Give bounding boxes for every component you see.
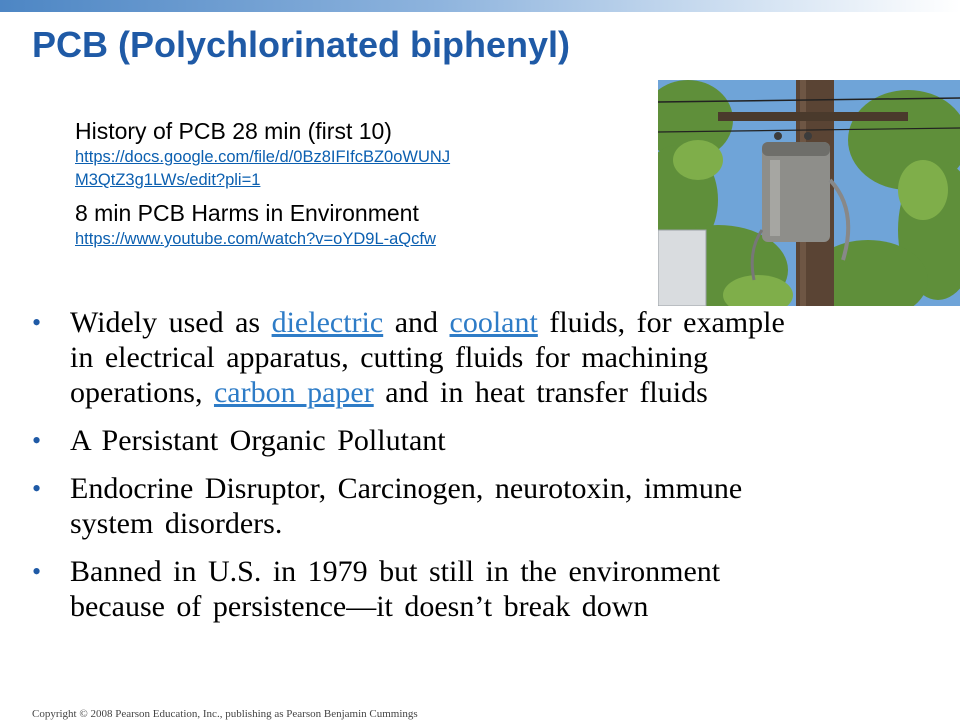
copyright-footer: Copyright © 2008 Pearson Education, Inc., publishing as Pearson Benjamin Cummings — [32, 708, 418, 720]
bullet-ban-line1: Banned in U.S. in 1979 but still in the environment — [70, 555, 721, 588]
bullet-uses-line1: Widely used as dielectric and coolant fluids, for example — [70, 306, 785, 339]
bullet-health-line2: system disorders. — [70, 507, 283, 540]
video1-link-line2[interactable]: M3QtZ3g1LWs/edit?pli=1 — [75, 171, 261, 189]
bullet-ban-line2: because of persistence—it doesn’t break down — [70, 590, 649, 623]
carbon-paper-link[interactable]: carbon paper — [213, 376, 374, 409]
bullet-marker: • — [32, 308, 42, 337]
coolant-link[interactable]: coolant — [449, 306, 538, 339]
video-references — [75, 116, 655, 251]
dielectric-link[interactable]: dielectric — [271, 306, 384, 339]
video1-link[interactable] — [75, 146, 655, 192]
bullet-health — [32, 471, 932, 541]
bullet-uses — [32, 305, 932, 410]
bullet-uses-line3: operations, carbon paper and in heat transfer fluids — [70, 376, 708, 409]
transformer-photo — [658, 80, 960, 306]
slide-title: PCB (Polychlorinated biphenyl) — [32, 24, 571, 65]
video2-link[interactable]: https://www.youtube.com/watch?v=oYD9L-aQcfw — [75, 230, 436, 248]
bullet-marker: • — [32, 426, 42, 455]
top-gradient-bar — [0, 0, 960, 12]
video1-link-line1[interactable]: https://docs.google.com/file/d/0Bz8IFIfcBZ0oWUNJ — [75, 148, 451, 166]
bullet-uses-line2: in electrical apparatus, cutting fluids for machining — [70, 341, 708, 374]
video1-title: History of PCB 28 min (first 10) — [75, 118, 392, 144]
bullet-marker: • — [32, 557, 42, 586]
bullet-marker: • — [32, 474, 42, 503]
bullet-health-line1: Endocrine Disruptor, Carcinogen, neurotoxin, immune — [70, 472, 743, 505]
video2-title: 8 min PCB Harms in Environment — [75, 200, 419, 226]
bullet-pop-text: A Persistant Organic Pollutant — [70, 424, 446, 457]
bullet-pop — [32, 423, 932, 458]
bullet-ban — [32, 554, 932, 624]
bullet-list — [32, 305, 932, 637]
